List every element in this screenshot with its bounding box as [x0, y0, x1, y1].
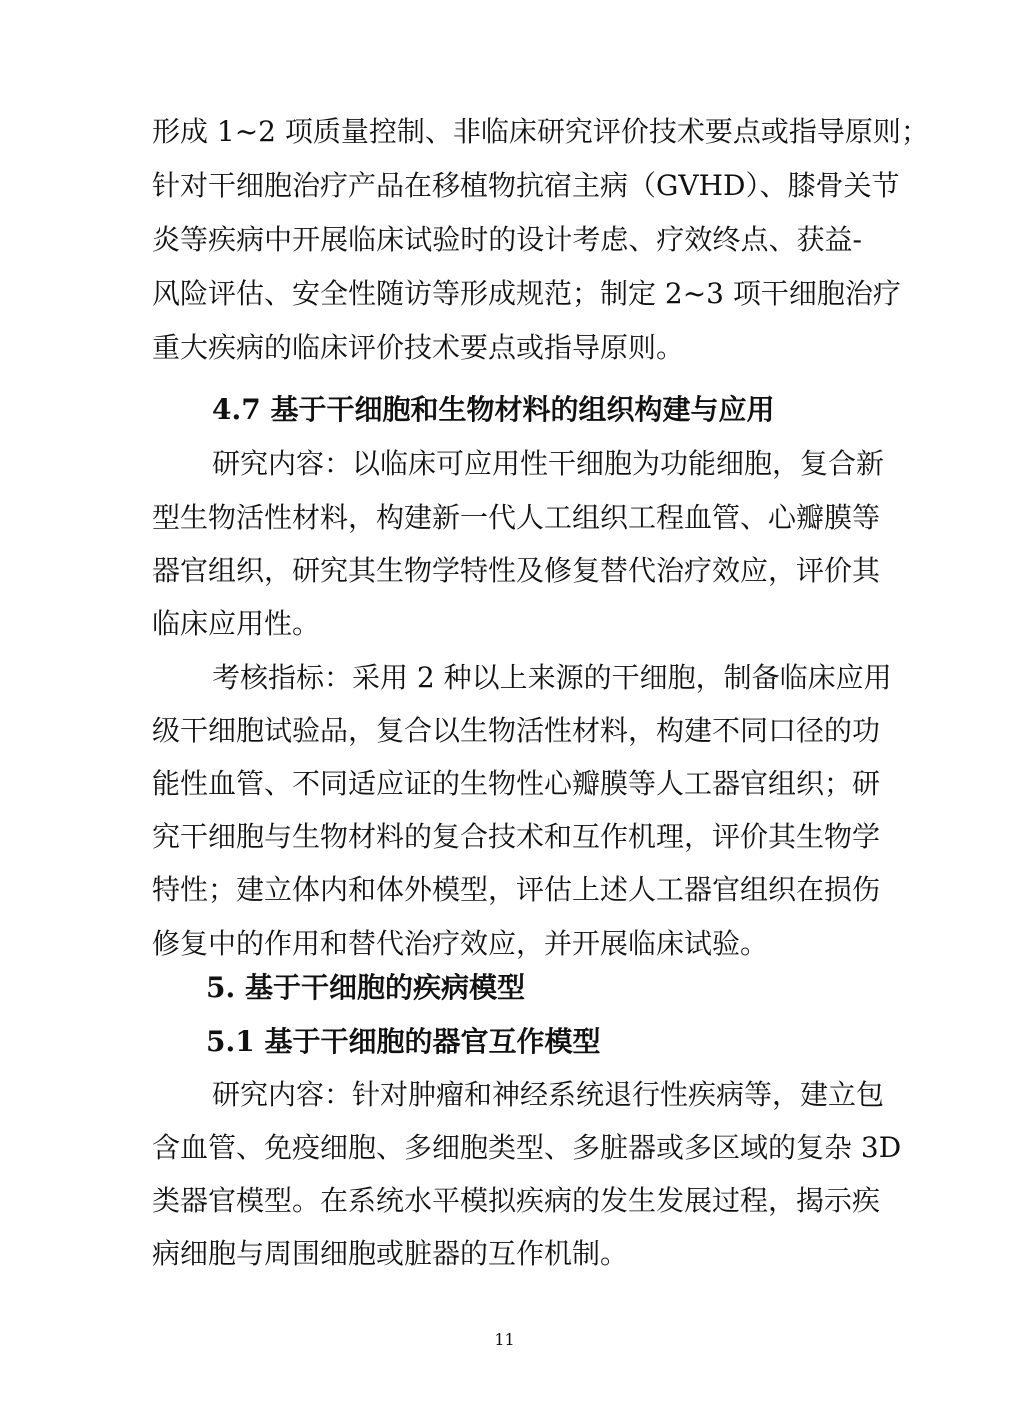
- paragraph-line: 重大疾病的临床评价技术要点或指导原则。: [152, 331, 685, 364]
- paragraph-line: 形成 1~2 项质量控制、非临床研究评价技术要点或指导原则；: [152, 115, 929, 148]
- page-number: 11: [494, 1330, 515, 1349]
- paragraph-line: 针对干细胞治疗产品在移植物抗宿主病（GVHD）、膝骨关节: [152, 169, 900, 202]
- section-heading-5-1: 5.1 基于干细胞的器官互作模型: [206, 1025, 601, 1058]
- paragraph-line: 究干细胞与生物材料的复合技术和互作机理，评价其生物学: [152, 820, 881, 853]
- paragraph-line: 级干细胞试验品，复合以生物活性材料，构建不同口径的功: [152, 714, 881, 747]
- paragraph-line: 考核指标：采用 2 种以上来源的干细胞，制备临床应用: [212, 661, 892, 694]
- section-heading-4-7: 4.7 基于干细胞和生物材料的组织构建与应用: [212, 393, 775, 426]
- paragraph-line: 研究内容：以临床可应用性干细胞为功能细胞，复合新: [212, 447, 885, 480]
- paragraph-line: 器官组织，研究其生物学特性及修复替代治疗效应，评价其: [152, 554, 881, 587]
- section-heading-5: 5. 基于干细胞的疾病模型: [206, 971, 525, 1004]
- paragraph-line: 研究内容：针对肿瘤和神经系统退行性疾病等，建立包: [212, 1078, 885, 1111]
- paragraph-line: 能性血管、不同适应证的生物性心瓣膜等人工器官组织；研: [152, 767, 881, 800]
- paragraph-line: 类器官模型。在系统水平模拟疾病的发生发展过程，揭示疾: [152, 1184, 881, 1217]
- paragraph-line: 炎等疾病中开展临床试验时的设计考虑、疗效终点、获益-: [152, 223, 862, 256]
- paragraph-line: 临床应用性。: [152, 607, 321, 640]
- paragraph-line: 含血管、免疫细胞、多细胞类型、多脏器或多区域的复杂 3D: [152, 1131, 902, 1164]
- paragraph-line: 修复中的作用和替代治疗效应，并开展临床试验。: [152, 927, 769, 960]
- paragraph-line: 病细胞与周围细胞或脏器的互作机制。: [152, 1237, 629, 1270]
- paragraph-line: 特性；建立体内和体外模型，评估上述人工器官组织在损伤: [152, 873, 881, 906]
- paragraph-line: 型生物活性材料，构建新一代人工组织工程血管、心瓣膜等: [152, 501, 881, 534]
- paragraph-line: 风险评估、安全性随访等形成规范；制定 2~3 项干细胞治疗: [152, 277, 901, 310]
